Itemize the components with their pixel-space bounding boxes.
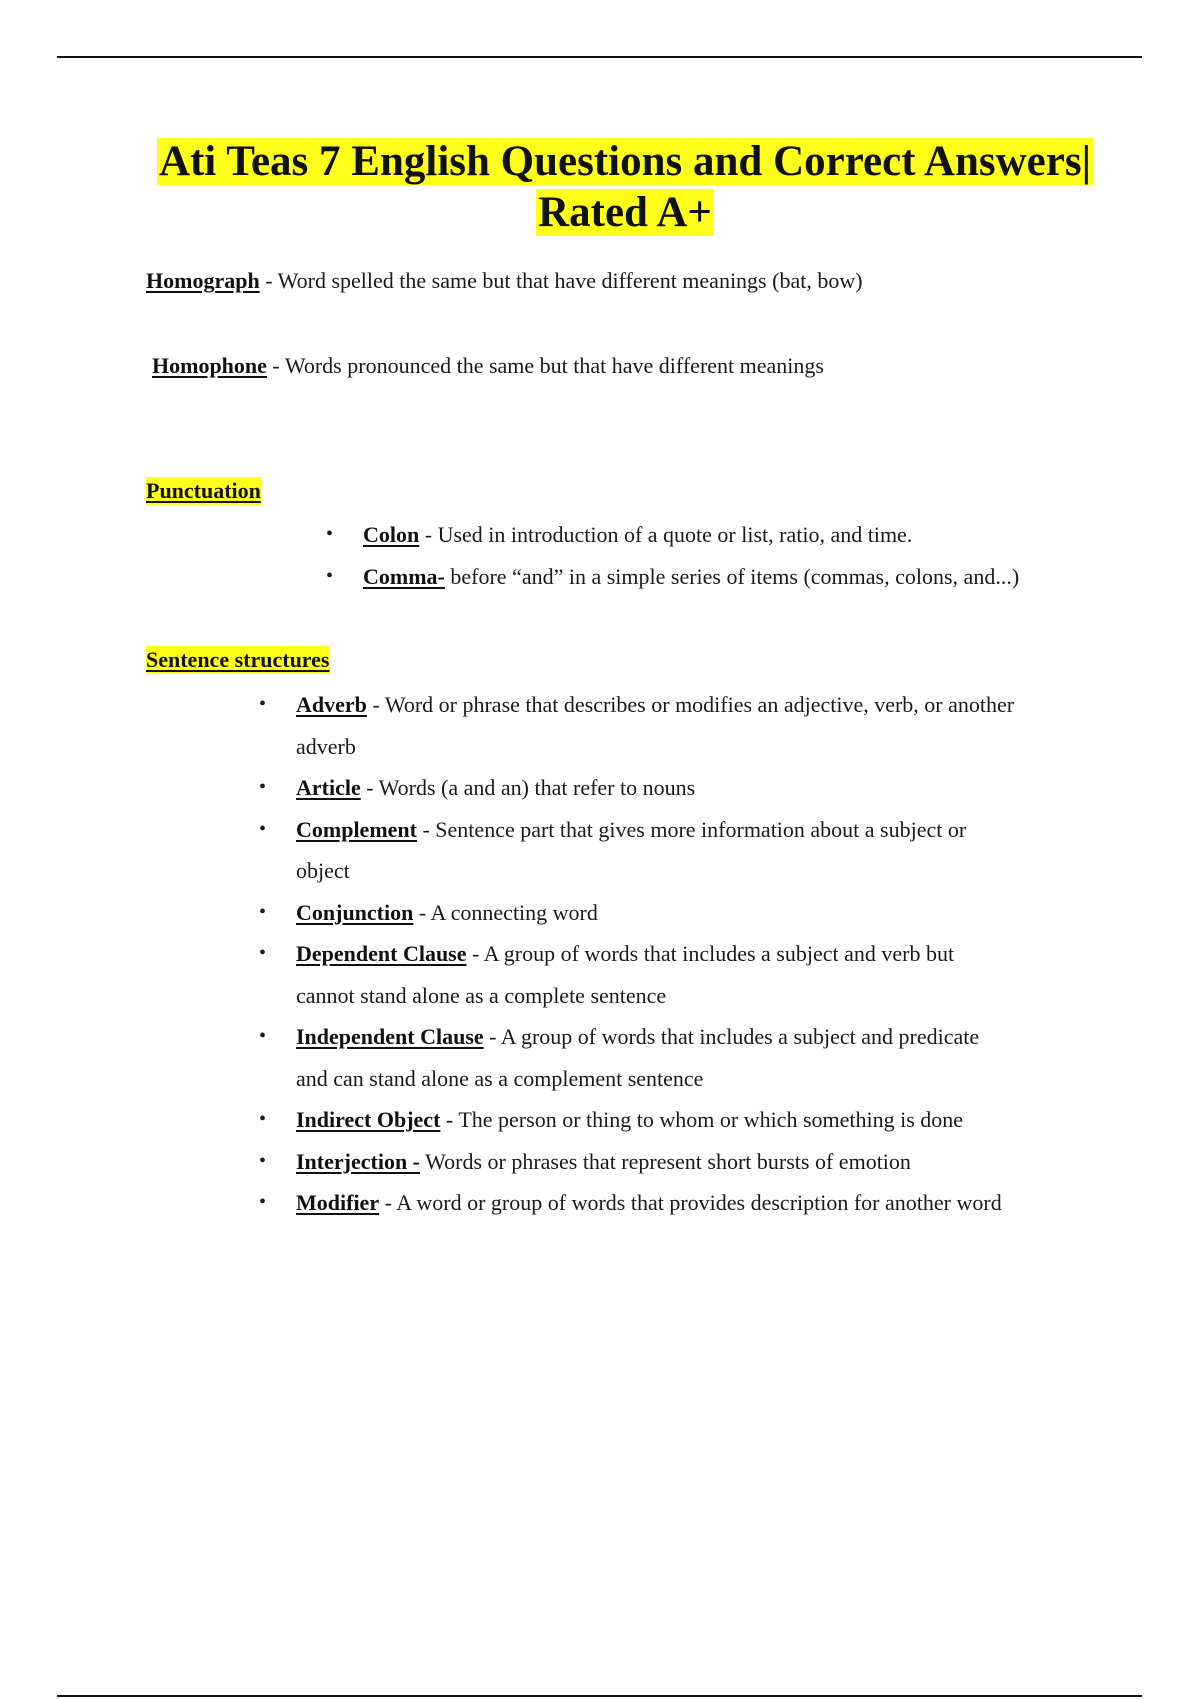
definition-continuation: and can stand alone as a complement sentence [296,1065,704,1091]
list-item [259,767,1106,809]
definition: - A word or group of words that provides description for another word [379,1190,1002,1215]
punctuation-heading: Punctuation [146,478,261,503]
sentence-structures-list [259,684,1106,1224]
bullet-glyph: • [259,693,267,715]
list-item [259,1182,1106,1224]
list-item [326,514,1133,556]
bullet-glyph: • [326,564,334,587]
title-line-2: Rated A+ [538,189,712,236]
list-item [259,933,1106,1016]
definition: - A connecting word [413,899,598,925]
bullet-glyph: • [259,1025,267,1047]
term: Colon [363,522,420,547]
list-item [259,1016,1106,1099]
term: Adverb [296,692,367,717]
definition: Words or phrases that represent short bursts of emotion [420,1148,911,1174]
punctuation-list [326,514,1133,597]
bullet-glyph: • [259,942,267,964]
bullet-glyph: • [326,523,334,545]
definition: - A group of words that includes a subject and predicate [483,1024,980,1049]
bullet-glyph: • [259,817,267,840]
definition-continuation: adverb [296,733,356,759]
term: Comma- [363,563,445,589]
bullet-glyph: • [259,1149,267,1172]
list-item [259,809,1106,892]
homograph-definition: - Word spelled the same but that have different meanings (bat, bow) [259,268,863,293]
definition: - Word or phrase that describes or modifies an adjective, verb, or another [366,692,1015,717]
term: Conjunction [296,899,414,925]
bullet-glyph: • [259,900,267,923]
homophone-term: Homophone [152,353,267,378]
bottom-rule [57,1695,1142,1697]
definition-continuation: cannot stand alone as a complete sentence [296,982,667,1008]
homophone-definition: - Words pronounced the same but that have different meanings [266,353,824,378]
list-item [259,684,1106,767]
definition: - Used in introduction of a quote or list, ratio, and time. [419,522,913,547]
definition: before “and” in a simple series of items (commas, colons, and...) [444,563,1020,589]
definition: - The person or thing to whom or which something is done [440,1107,964,1132]
top-rule [57,56,1142,58]
term: Complement [296,816,417,842]
term: Article [296,775,361,800]
document-title [100,136,1150,238]
term: Indirect Object [296,1107,441,1132]
list-item [259,1099,1106,1141]
homograph-entry [146,267,863,295]
bullet-glyph: • [259,776,267,798]
term: Independent Clause [296,1024,484,1049]
bullet-glyph: • [259,1191,267,1213]
homograph-term: Homograph [146,268,260,293]
definition-continuation: object [296,858,350,883]
homophone-entry [152,352,824,380]
title-line-1: Ati Teas 7 English Questions and Correct Answers| [158,138,1092,185]
list-item [326,556,1133,598]
sentence-structures-heading: Sentence structures [146,647,330,672]
term: Interjection - [296,1148,421,1174]
definition: - A group of words that includes a subject and verb but [466,941,955,966]
definition: - Words (a and an) that refer to nouns [360,775,696,800]
bullet-glyph: • [259,1108,267,1130]
term: Modifier [296,1190,380,1215]
list-item [259,1141,1106,1183]
definition: - Sentence part that gives more information about a subject or [416,816,967,842]
term: Dependent Clause [296,941,467,966]
list-item [259,892,1106,934]
